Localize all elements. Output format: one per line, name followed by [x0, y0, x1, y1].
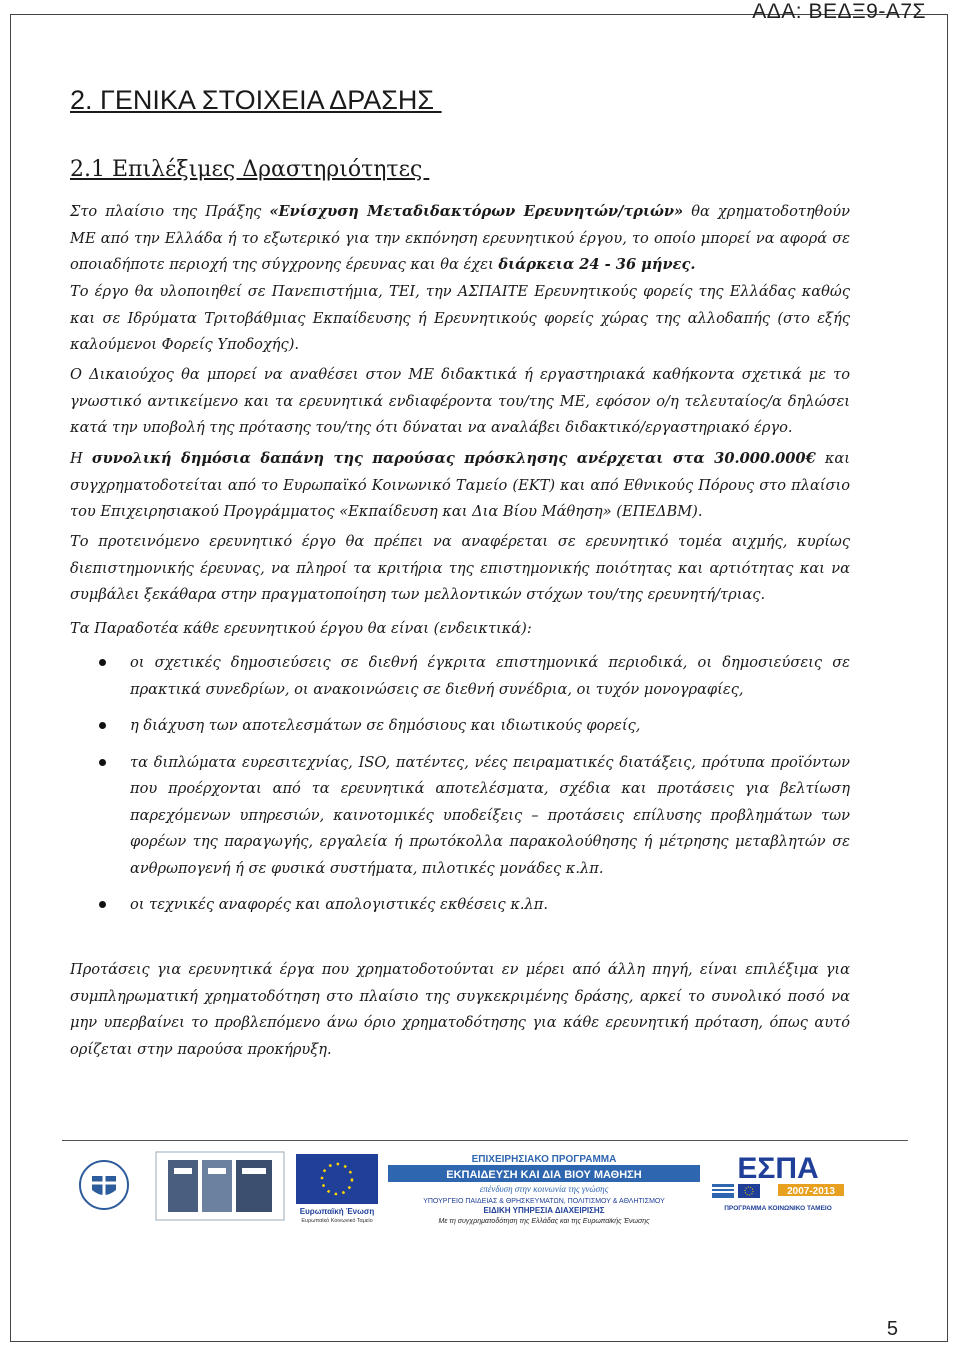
greek-flag-icon — [712, 1184, 734, 1198]
page-number: 5 — [886, 1318, 898, 1340]
paragraph-1: Στο πλαίσιο της Πράξης «Ενίσχυση Μεταδιδακτόρων Ερευνητών/τριών» θα χρηματοδοτηθούν ΜΕ από την Ελλάδα ή το εξωτερικό για την εκπόνηση ερευνητικού έργου, το οποίο μπορεί να αφορά σε οποιαδήποτε περιοχή της σύγχρονης έρευνας και θα έχει διάρκεια 24 - 36 μήνες. — [70, 203, 851, 273]
ada-code: ΑΔΑ: ΒΕΔΞ9-Α7Σ — [752, 0, 926, 23]
bullet-icon — [99, 659, 106, 666]
special-service-label: ΕΙΔΙΚΗ ΥΠΗΡΕΣΙΑ ΔΙΑΧΕΙΡΙΣΗΣ — [483, 1206, 605, 1215]
efet-logo-icon — [156, 1152, 284, 1220]
list-item: τα διπλώματα ευρεσιτεχνίας, ISO, πατέντες, νέες πειραματικές διατάξεις, πρότυπα προϊόντων που προέρχονται από τα ερευνητικά αποτελέσματα, σχέδια και προτάσεις για βελτίωση παρεχόμενων υπηρεσιών, καινοτομικές υποδείξεις – προτάσεις επίλυσης προβλημάτων των φορέων της παραγωγής, εργαλεία ή πρωτόκολλα παρακολούθησης ή μέτρησης μεταβλητών σε ανθρωπογενή ή σε φυσικά συστήματα, πιλοτικές μονάδες κ.λπ. — [70, 750, 850, 883]
deliverables-list — [70, 650, 850, 929]
op-tagline: επένδυση στην κοινωνία της γνώσης — [479, 1184, 609, 1194]
bullet-icon — [99, 901, 106, 908]
list-item: οι τεχνικές αναφορές και απολογιστικές εκθέσεις κ.λπ. — [70, 892, 850, 919]
op-title: ΕΠΙΧΕΙΡΗΣΙΑΚΟ ΠΡΟΓΡΑΜΜΑ — [471, 1154, 617, 1165]
eu-flag-icon — [296, 1154, 378, 1204]
footer-divider — [62, 1140, 908, 1141]
bullet-icon — [99, 722, 106, 729]
greek-emblem-icon — [80, 1161, 128, 1209]
bullet-icon — [99, 759, 106, 766]
cofund-label: Με τη συγχρηματοδότηση της Ελλάδας και της Ευρωπαϊκής Ένωσης — [438, 1218, 650, 1225]
eu-label: Ευρωπαϊκή Ένωση — [299, 1207, 375, 1216]
eu-mini-flag-icon — [738, 1184, 760, 1198]
funding-logos — [70, 1150, 860, 1225]
section-heading: 2. ΓΕΝΙΚΑ ΣΤΟΙΧΕΙΑ ΔΡΑΣΗΣ — [70, 85, 442, 115]
espa-sub: ΠΡΟΓΡΑΜΜΑ ΚΟΙΝΩΝΙΚΟ ΤΑΜΕΙΟ — [724, 1205, 832, 1212]
paragraph-5: Το προτεινόμενο ερευνητικό έργο θα πρέπει να αναφέρεται σε ερευνητικό τομέα αιχμής, κυρίως διεπιστημονικής έρευνας, να πληροί τα κριτήρια της επιστημονικής ποιότητας και αρτιότητας και να συμβάλει ξεκάθαρα στην πραγματοποίηση των μελλοντικών στόχων του/της ερευνητή/τριας. — [70, 533, 850, 603]
eu-sub-label: Ευρωπαϊκό Κοινωνικό Ταμείο — [301, 1218, 373, 1224]
espa-title: ΕΣΠΑ — [737, 1152, 819, 1185]
paragraph-2: Το έργο θα υλοποιηθεί σε Πανεπιστήμια, ΤΕΙ, την ΑΣΠΑΙΤΕ Ερευνητικούς φορείς της Ελλάδας καθώς και σε Ιδρύματα Τριτοβάθμιας Εκπαίδευσης ή Ερευνητικούς φορείς χώρας της αλλοδαπής (στο εξής καλούμενοι Φορείς Υποδοχής). — [70, 283, 850, 353]
paragraph-6: Τα Παραδοτέα κάθε ερευνητικού έργου θα είναι (ενδεικτικά): — [70, 620, 532, 637]
paragraph-3: Ο Δικαιούχος θα μπορεί να αναθέσει στον ΜΕ διδακτικά ή εργαστηριακά καθήκοντα σχετικά με το γνωστικό αντικείμενο και τα ερευνητικά ενδιαφέροντα του/της ΜΕ, εφόσον ο/η τελευταίος/α δηλώσει κατά την υποβολή της πρότασης του/της ότι δύναται να αναλάβει διδακτικό/εργαστηριακό έργο. — [70, 366, 850, 436]
paragraph-4: Η συνολική δημόσια δαπάνη της παρούσας πρόσκλησης ανέρχεται στα 30.000.000€ και συγχρηματοδοτείται από το Ευρωπαϊκό Κοινωνικό Ταμείο (ΕΚΤ) και από Εθνικούς Πόρους στο πλαίσιο του Επιχειρησιακού Προγράμματος «Εκπαίδευση και Δια Βίου Μάθηση» (ΕΠΕΔΒΜ). — [70, 450, 850, 520]
espa-years: 2007-2013 — [787, 1186, 835, 1197]
subsection-heading: 2.1 Επιλέξιμες Δραστηριότητες — [70, 157, 430, 182]
list-item: οι σχετικές δημοσιεύσεις σε διεθνή έγκριτα επιστημονικά περιοδικά, οι δημοσιεύσεις σε πρακτικά συνεδρίων, οι ανακοινώσεις σε διεθνή συνέδρια, οι τυχόν μονογραφίες, — [70, 650, 850, 703]
op-name: ΕΚΠΑΙΔΕΥΣΗ ΚΑΙ ΔΙΑ ΒΙΟΥ ΜΑΘΗΣΗ — [446, 1169, 642, 1181]
paragraph-7: Προτάσεις για ερευνητικά έργα που χρηματοδοτούνται εν μέρει από άλλη πηγή, είναι επιλέξιμα για συμπληρωματική χρηματοδότηση στο πλαίσιο της συγκεκριμένης δράσης, αρκεί το συνολικό ποσό να μην υπερβαίνει το προβλεπόμενο άνω όριο χρηματοδότησης για κάθε ερευνητική πρόταση, όπως αυτό ορίζεται στην παρούσα προκήρυξη. — [70, 961, 850, 1058]
ministry-label: ΥΠΟΥΡΓΕΙΟ ΠΑΙΔΕΙΑΣ & ΘΡΗΣΚΕΥΜΑΤΩΝ, ΠΟΛΙΤΙΣΜΟΥ & ΑΘΛΗΤΙΣΜΟΥ — [423, 1198, 665, 1205]
list-item: η διάχυση των αποτελεσμάτων σε δημόσιους και ιδιωτικούς φορείς, — [70, 713, 850, 740]
